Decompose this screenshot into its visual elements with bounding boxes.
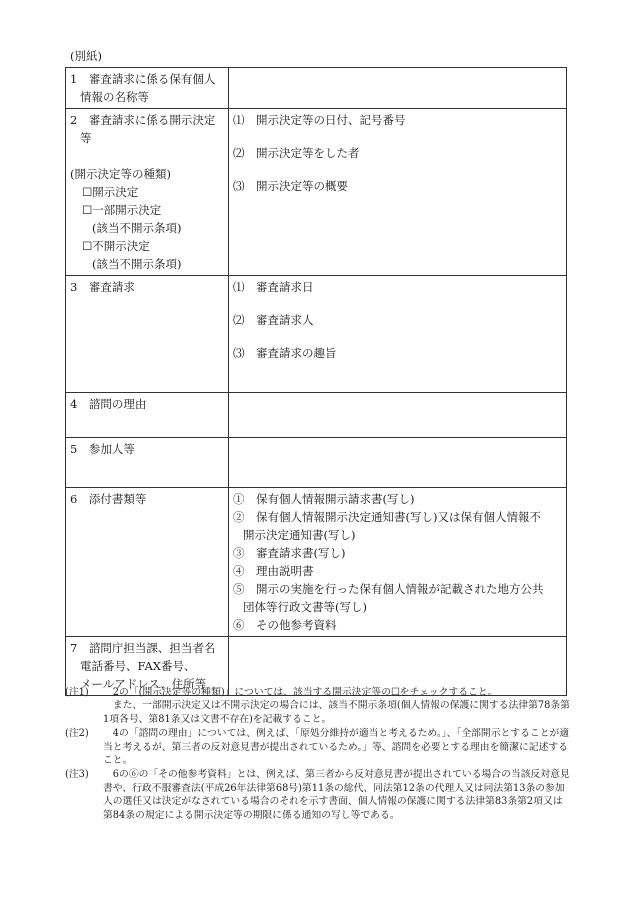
spacer [70,147,224,165]
row5-label: 5 参加人等 [70,442,135,456]
row3-item-1: ⑴ 審査請求日 [233,280,314,294]
row7-label-line2: 電話番号、FAX番号、 [80,659,196,673]
note-2 [65,727,570,767]
note-3-text: 6の⑥の「その他参考資料」とは、例えば、第三者から反対意見書が提出されている場合の当該反対意見書や、行政不服審査法(平成26年法律第68号)第11条の総代、同法第12条の代理人又は同法第13条の参加人の選任又は決定がなされている場合のそれを示す書面、個人情報の保護に関する法律第83条第2項又は第84条の規定による開示決定等の期限に係る通知の写し等である。 [103,769,570,821]
row-disclosure-decision [66,109,567,276]
annex-label: (別紙) [70,49,102,63]
attachment-item-5: ⑤ 開示の実施を行った保有個人情報が記載された地方公共 [233,582,544,596]
decision-types-heading: (開示決定等の種類) [70,167,171,181]
row5-label-cell [66,438,229,488]
non-disclosure-clause-label: (該当不開示条項) [92,257,182,271]
row-personal-info-name [66,68,567,109]
note-1 [65,686,570,726]
spacer [233,296,562,311]
row2-label-cell [66,109,229,276]
checkbox-full-disclosure: ☐開示決定 [82,185,139,199]
row3-content-cell [229,276,567,393]
spacer [233,329,562,344]
row2-item-1: ⑴ 開示決定等の日付、記号番号 [233,113,406,127]
attachment-item-5-cont: 団体等行政文書等(写し) [243,600,367,614]
row4-content-cell [229,393,567,438]
note-1-text-2: また、一部開示決定又は不開示決定の場合には、該当不開示条項(個人情報の保護に関する法律第78条第1項各号、第81条又は文書不存在)を記載すること。 [103,700,570,725]
row6-content-cell [229,488,567,637]
row1-label-line1: 1 審査請求に係る保有個人 [70,72,216,86]
row4-label-cell [66,393,229,438]
row-participants [66,438,567,488]
attachment-item-3: ③ 審査請求書(写し) [233,546,346,560]
note-2-label: (注2) [65,728,89,740]
note-1-label: (注1) [65,687,89,698]
partial-disclosure-clause-label: (該当不開示条項) [92,221,182,235]
attachment-item-2-cont: 開示決定通知書(写し) [243,528,356,542]
attachment-item-6: ⑥ その他参考資料 [233,618,337,632]
note-1-text: 2の「(開示決定等の種類)」については、該当する開示決定等の☐をチェックすること。 [112,687,498,698]
row6-label-cell [66,488,229,637]
row2-label-line1: 2 審査請求に係る開示決定 [70,113,216,127]
row2-item-2: ⑵ 開示決定等をした者 [233,146,360,160]
checkbox-partial-disclosure: ☐一部開示決定 [82,203,162,217]
row1-content-cell [229,68,567,109]
row3-item-3: ⑶ 審査請求の趣旨 [233,346,337,360]
row7-label-line3: メールアドレス、住所等 [80,677,207,691]
row1-label-line2: 情報の名称等 [80,90,149,104]
row2-item-3: ⑶ 開示決定等の概要 [233,179,348,193]
attachment-item-4: ④ 理由説明書 [233,564,314,578]
row2-label-line2: 等 [80,131,92,145]
checkbox-non-disclosure: ☐不開示決定 [82,239,150,253]
row6-label: 6 添付書類等 [70,492,147,506]
notes-section [65,686,570,823]
row2-content-cell [229,109,567,276]
row1-label-cell [66,68,229,109]
review-request-form-table [65,67,567,696]
note-3-label: (注3) [65,769,89,781]
spacer [233,162,562,177]
row-review-request [66,276,567,393]
attachment-item-1: ① 保有個人情報開示請求書(写し) [233,492,415,506]
note-2-text: 4の「諮問の理由」については、例えば、「原処分維持が適当と考えるため。」、「全部開示とすることが適当と考えるが、第三者の反対意見書が提出されているため。」等、諮問を必要とする理由を簡潔に記述すること。 [103,728,570,767]
row-consultation-reason [66,393,567,438]
row3-item-2: ⑵ 審査請求人 [233,313,314,327]
row7-label-line1: 7 諮問庁担当課、担当者名 [70,641,216,655]
note-3 [65,768,570,822]
row4-label: 4 諮問の理由 [70,397,147,411]
attachment-item-2: ② 保有個人情報開示決定通知書(写し)又は保有個人情報不 [233,510,541,524]
row-attached-documents [66,488,567,637]
row3-label: 3 審査請求 [70,280,135,294]
spacer [233,129,562,144]
row5-content-cell [229,438,567,488]
row3-label-cell [66,276,229,393]
